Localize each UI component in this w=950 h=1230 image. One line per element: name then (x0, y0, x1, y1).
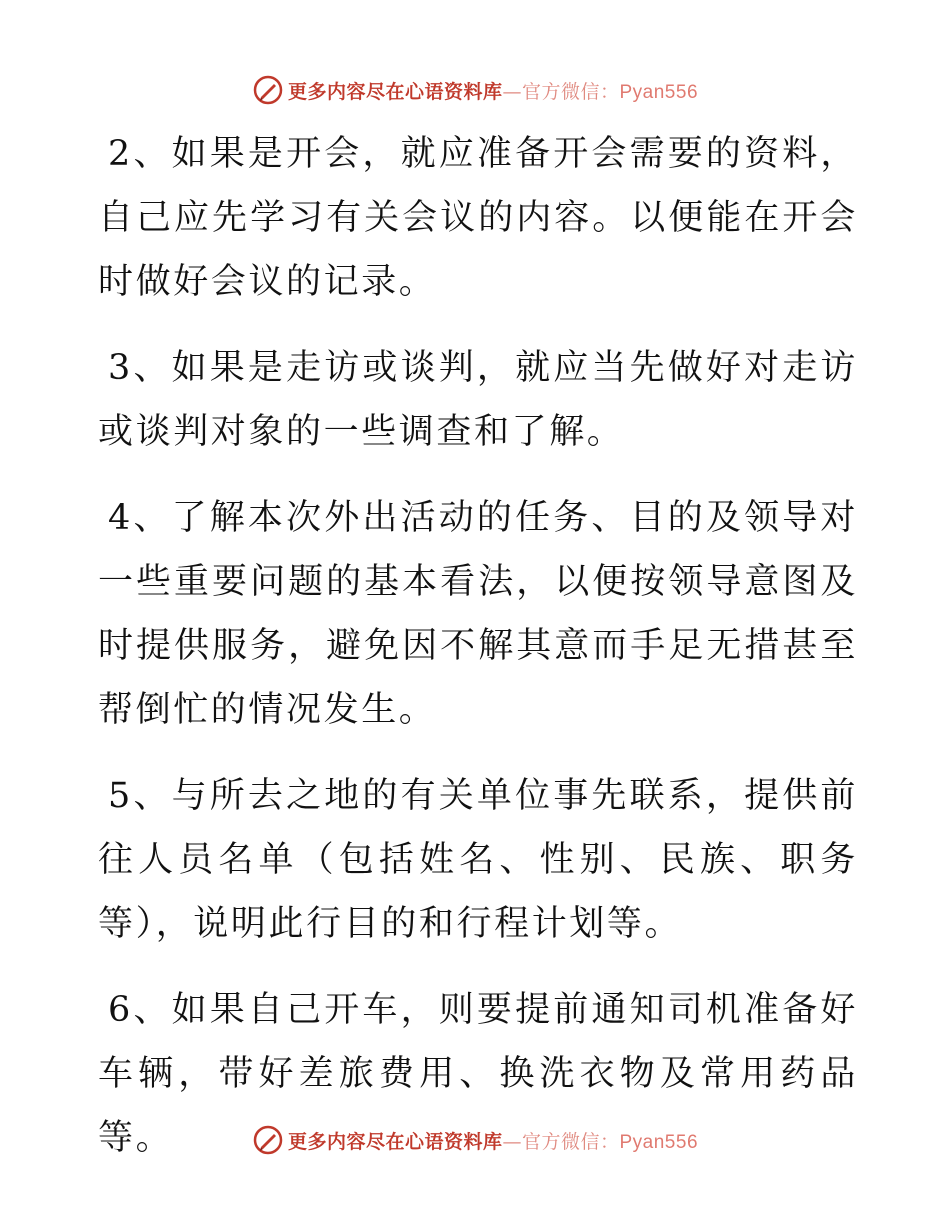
paragraph-text: 、如果是走访或谈判，就应当先做好对走访或谈判对象的一些调查和了解。 (98, 348, 858, 452)
paragraph-number: 2 (108, 134, 133, 174)
paragraph-text: 、了解本次外出活动的任务、目的及领导对一些重要问题的基本看法，以便按领导意图及时提供服务，避免因不解其意而手足无措甚至帮倒忙的情况发生。 (98, 498, 858, 730)
footer-watermark (0, 1120, 950, 1160)
watermark-brand: 更多内容尽在心语资料库 (287, 80, 503, 103)
paragraph-number: 5 (108, 776, 133, 816)
paragraph-5 (98, 764, 858, 956)
watermark-official: 官方微信： (521, 80, 620, 103)
paragraph-2 (98, 122, 858, 314)
paragraph-number: 6 (108, 990, 133, 1030)
document-body (98, 122, 858, 1192)
paragraph-text: 、与所去之地的有关单位事先联系，提供前往人员名单（包括姓名、性别、民族、职务等），说明此行目的和行程计划等。 (98, 776, 858, 944)
watermark-official: 官方微信： (521, 1130, 620, 1153)
paragraph-3 (98, 336, 858, 464)
watermark-handle: Pyan556 (619, 1131, 699, 1153)
watermark-brand: 更多内容尽在心语资料库 (287, 1130, 503, 1153)
paragraph-number: 3 (108, 348, 133, 388)
watermark-separator: — (502, 1130, 522, 1153)
watermark-separator: — (502, 80, 522, 103)
header-watermark (0, 70, 950, 110)
paragraph-text: 、如果是开会，就应准备开会需要的资料，自己应先学习有关会议的内容。以便能在开会时做好会议的记录。 (98, 134, 858, 302)
paragraph-text: 、如果自己开车，则要提前通知司机准备好车辆，带好差旅费用、换洗衣物及常用药品等。 (98, 990, 858, 1158)
paragraph-number: 4 (108, 498, 133, 538)
pen-circle-icon (252, 74, 284, 106)
pen-circle-icon (252, 1124, 284, 1156)
paragraph-4 (98, 486, 858, 742)
watermark-handle: Pyan556 (619, 81, 699, 103)
